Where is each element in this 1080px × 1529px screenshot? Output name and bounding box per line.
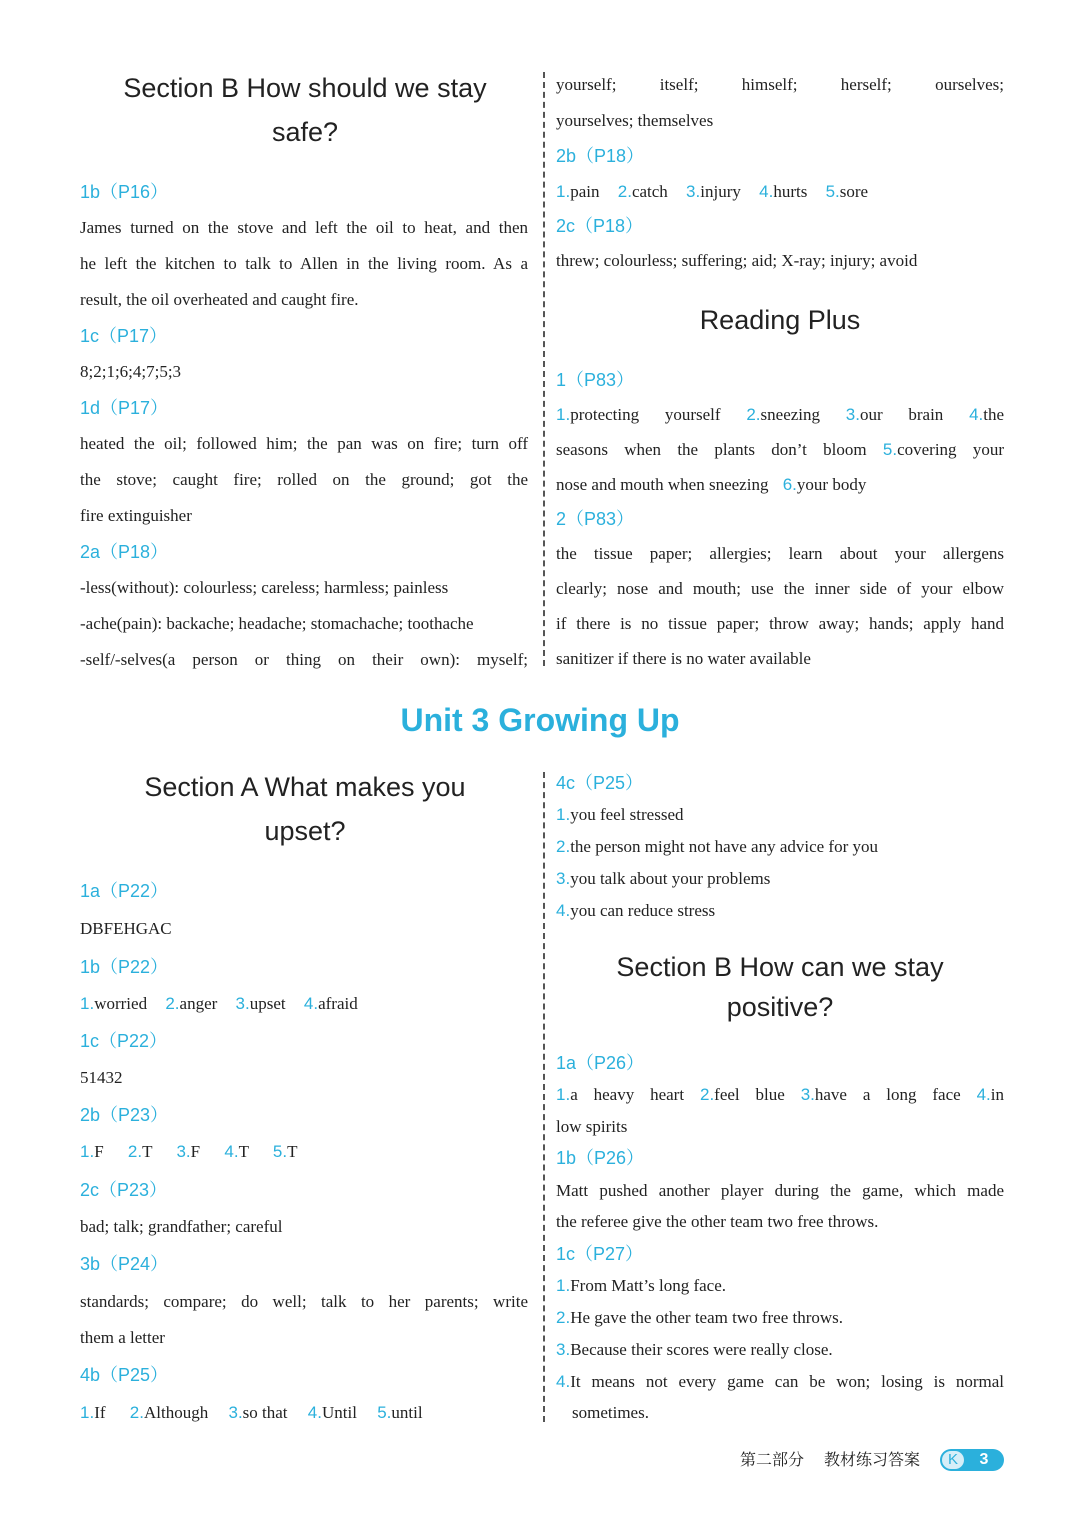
- item-number: 2: [617, 182, 628, 201]
- q1c-item: 3.Because their scores were really close.: [556, 1340, 833, 1359]
- item-answer: Because their scores were really close.: [570, 1340, 833, 1359]
- q4c-item: 4.you can reduce stress: [556, 901, 716, 920]
- item-number: 3: [800, 1085, 811, 1104]
- item-answer: afraid: [318, 994, 358, 1013]
- item-answer: From Matt’s long face.: [570, 1276, 727, 1295]
- reading-q2-label: 2（P83）: [556, 509, 635, 529]
- reading-q1-label: 1（P83）: [556, 370, 635, 390]
- q2b-label: 2b（P18）: [556, 146, 645, 166]
- reading-q2-line: the tissue paper; allergies; learn about your allergens: [556, 544, 1004, 563]
- q1b-label: 1b（P22）: [80, 957, 169, 977]
- item-answer: nose and mouth when sneezing: [556, 475, 769, 494]
- item-answer: If: [94, 1403, 106, 1422]
- section-a-title-line2: upset?: [264, 816, 346, 846]
- item-answer: injury: [700, 182, 741, 201]
- reading-q2-line: clearly; nose and mouth; use the inner side of your elbow: [556, 579, 1004, 598]
- q1c-label: 1c（P27）: [556, 1244, 644, 1264]
- item-number: 1: [556, 405, 566, 424]
- page-number: 3: [979, 1451, 989, 1468]
- item-answer: hurts: [773, 182, 808, 201]
- q2b-answers: 1.pain 2.catch 3.injury 4.hurts 5.sore: [556, 182, 869, 201]
- q1a-answer-line: low spirits: [556, 1117, 628, 1136]
- item-number: 3: [228, 1403, 238, 1422]
- q1c-answer: 8;2;1;6;4;7;5;3: [80, 362, 182, 381]
- item-answer: pain: [570, 182, 600, 201]
- q1c-answer: 51432: [80, 1068, 123, 1087]
- item-number: 3: [845, 405, 856, 424]
- item-number: 4: [556, 1372, 566, 1391]
- item-number: 1: [80, 1142, 90, 1161]
- q2a-answer-line: -self/-selves(a person or thing on their own): myself;: [80, 650, 528, 669]
- item-number: 3: [686, 182, 696, 201]
- q1c-item: 2.He gave the other team two free throws.: [556, 1308, 844, 1327]
- item-answer: so that: [242, 1403, 288, 1422]
- item-number: 4: [224, 1142, 234, 1161]
- q1b-answer-line: Matt pushed another player during the game, which made: [556, 1181, 1004, 1200]
- q3b-answer-line: them a letter: [80, 1328, 165, 1347]
- item-answer: you feel stressed: [570, 805, 684, 824]
- q4c-label: 4c（P25）: [556, 773, 644, 793]
- q2b-label: 2b（P23）: [80, 1105, 169, 1125]
- item-answer: the person might not have any advice for you: [570, 837, 879, 856]
- item-answer: T: [287, 1142, 298, 1161]
- item-number: 2: [556, 1308, 566, 1327]
- item-number: 2: [127, 1142, 138, 1161]
- footer-section-label: 教材练习答案: [824, 1450, 921, 1469]
- item-number: 1: [556, 1085, 566, 1104]
- unit-title: Unit 3 Growing Up: [400, 702, 680, 738]
- item-number: 4: [303, 994, 314, 1013]
- item-answer: your body: [796, 475, 867, 494]
- column-divider-top: [543, 72, 545, 666]
- q4b-answers: 1.If 2.Although 3.so that 4.Until 5.until: [80, 1403, 423, 1422]
- item-answer: until: [391, 1403, 423, 1422]
- item-answer: upset: [249, 994, 286, 1013]
- item-number: 4: [759, 182, 769, 201]
- page-badge: [940, 1449, 1004, 1471]
- q3b-label: 3b（P24）: [80, 1254, 169, 1274]
- item-number: 6: [782, 475, 793, 494]
- item-answer: you can reduce stress: [570, 901, 716, 920]
- section-b-positive-title-line2: positive?: [726, 992, 834, 1022]
- section-b-title-line1: Section B How should we stay: [123, 73, 487, 103]
- item-number: 3: [556, 1340, 566, 1359]
- q3b-answer-line: standards; compare; do well; talk to her parents; write: [80, 1292, 528, 1311]
- item-answer: He gave the other team two free throws.: [570, 1308, 844, 1327]
- reading-q2-line: if there is no tissue paper; throw away; hands; apply hand: [556, 614, 1004, 633]
- item-answer: worried: [94, 994, 148, 1013]
- item-answer: protecting yourself: [570, 405, 721, 424]
- item-number: 3: [235, 994, 246, 1013]
- q1c-item: 4.It means not every game can be won; losing is normal: [556, 1372, 1004, 1391]
- q1a-answer-line: 1.a heavy heart 2.feel blue 3.have a long face 4.in: [556, 1085, 1005, 1104]
- q1b-label: 1b（P16）: [80, 182, 169, 202]
- item-answer: the: [983, 405, 1005, 424]
- item-answer: Although: [143, 1403, 209, 1422]
- section-a-title-line1: Section A What makes you: [144, 772, 466, 802]
- item-answer: F: [94, 1142, 104, 1161]
- item-answer: F: [190, 1142, 201, 1161]
- item-answer: Until: [321, 1403, 357, 1422]
- item-answer: our brain: [859, 405, 944, 424]
- item-number: 1: [556, 182, 566, 201]
- item-number: 2: [129, 1403, 140, 1422]
- item-number: 4: [556, 901, 566, 920]
- item-number: 4: [976, 1085, 987, 1104]
- item-answer: sore: [839, 182, 869, 201]
- q1a-label: 1a（P26）: [556, 1053, 645, 1073]
- item-number: 1: [80, 1403, 90, 1422]
- q1a-label: 1a（P22）: [80, 881, 169, 901]
- item-answer: a heavy heart: [570, 1085, 685, 1104]
- q2b-answers: 1.F 2.T 3.F 4.T 5.T: [80, 1142, 298, 1161]
- q4b-label: 4b（P25）: [80, 1365, 169, 1385]
- item-number: 1: [556, 805, 566, 824]
- item-answer: anger: [179, 994, 218, 1013]
- q1b-answer-line: result, the oil overheated and caught fire.: [80, 290, 359, 309]
- q2c-answer: bad; talk; grandfather; careful: [80, 1217, 283, 1236]
- item-answer: seasons when the plants don’t bloom: [556, 440, 867, 459]
- item-answer: sneezing: [760, 405, 821, 424]
- q1d-label: 1d（P17）: [80, 398, 169, 418]
- item-number: 3: [176, 1142, 186, 1161]
- q4c-item: 1.you feel stressed: [556, 805, 684, 824]
- item-answer: you talk about your problems: [570, 869, 771, 888]
- reading-plus-title: Reading Plus: [699, 305, 861, 335]
- q2a-answer-line: -ache(pain): backache; headache; stomachache; toothache: [80, 614, 474, 633]
- item-answer: It means not every game can be won; losing is normal: [570, 1372, 1004, 1391]
- reading-q2-line: sanitizer if there is no water available: [556, 649, 811, 668]
- reading-q1-line: seasons when the plants don’t bloom 5.covering your: [556, 440, 1004, 459]
- q2a-answer-line: -less(without): colourless; careless; harmless; painless: [80, 578, 449, 597]
- item-number: 5: [882, 440, 893, 459]
- q4c-item: 3.you talk about your problems: [556, 869, 771, 888]
- item-number: 2: [746, 405, 756, 424]
- section-b-positive-title-line1: Section B How can we stay: [616, 952, 944, 982]
- 2a-continued-line: yourselves; themselves: [556, 111, 714, 130]
- q1c-label: 1c（P17）: [80, 326, 168, 346]
- q2c-label: 2c（P18）: [556, 216, 644, 236]
- item-number: 5: [377, 1403, 387, 1422]
- column-divider-bottom: [543, 772, 545, 1422]
- item-number: 5: [825, 182, 836, 201]
- q1b-label: 1b（P26）: [556, 1148, 645, 1168]
- q1d-answer-line: heated the oil; followed him; the pan was on fire; turn off: [80, 434, 528, 453]
- item-number: 2: [699, 1085, 710, 1104]
- q4c-item: 2.the person might not have any advice for you: [556, 837, 879, 856]
- item-number: 2: [556, 837, 566, 856]
- item-answer: have a long face: [814, 1085, 961, 1104]
- item-answer: feel blue: [714, 1085, 785, 1104]
- reading-q1-line: nose and mouth when sneezing 6.your body: [556, 475, 867, 494]
- item-answer: T: [142, 1142, 153, 1161]
- q2c-label: 2c（P23）: [80, 1180, 168, 1200]
- q1c-item-continued: sometimes.: [572, 1403, 649, 1422]
- item-number: 2: [165, 994, 175, 1013]
- item-number: 5: [272, 1142, 283, 1161]
- q2a-label: 2a（P18）: [80, 542, 169, 562]
- reading-q1-line: 1.protecting yourself 2.sneezing 3.our brain 4.the: [556, 405, 1005, 424]
- q1c-item: 1.From Matt’s long face.: [556, 1276, 727, 1295]
- q1d-answer-line: the stove; caught fire; rolled on the ground; got the: [80, 470, 528, 489]
- q1c-label: 1c（P22）: [80, 1031, 168, 1051]
- q1b-answer-line: the referee give the other team two free throws.: [556, 1212, 879, 1231]
- badge-letter: K: [942, 1451, 964, 1469]
- q1d-answer-line: fire extinguisher: [80, 506, 192, 525]
- q1b-answers: 1.worried 2.anger 3.upset 4.afraid: [80, 994, 358, 1013]
- item-number: 1: [80, 994, 90, 1013]
- q2c-answer: threw; colourless; suffering; aid; X-ray; injury; avoid: [556, 251, 918, 270]
- item-answer: T: [238, 1142, 249, 1161]
- q1b-answer-line: he left the kitchen to talk to Allen in the living room. As a: [80, 254, 528, 273]
- section-b-title-line2: safe?: [271, 117, 339, 147]
- footer-part-label: 第二部分: [740, 1450, 805, 1469]
- item-answer: covering your: [897, 440, 1004, 459]
- q1b-answer-line: James turned on the stove and left the oil to heat, and then: [80, 218, 528, 237]
- item-number: 1: [556, 1276, 566, 1295]
- item-number: 3: [556, 869, 566, 888]
- item-answer: catch: [631, 182, 668, 201]
- item-number: 4: [969, 405, 979, 424]
- item-number: 4: [307, 1403, 318, 1422]
- 2a-continued-line: yourself; itself; himself; herself; ourselves;: [556, 75, 1004, 94]
- item-answer: in: [990, 1085, 1005, 1104]
- q1a-answer: DBFEHGAC: [80, 919, 172, 938]
